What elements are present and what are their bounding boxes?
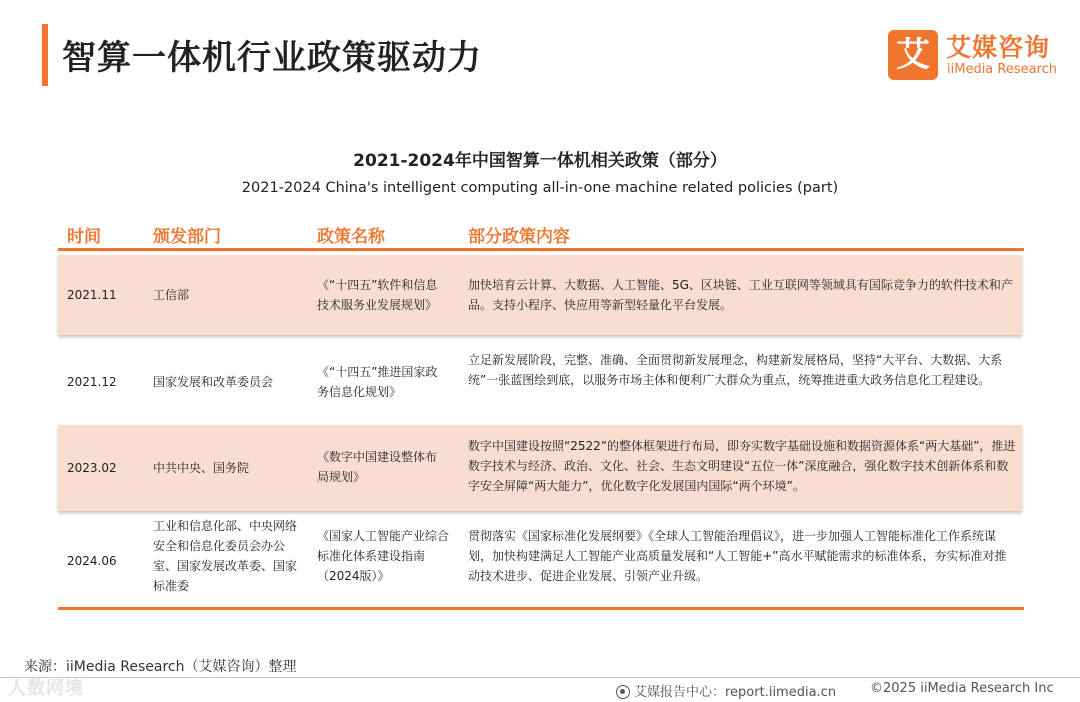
table-row: [58, 255, 1022, 335]
row-policy-content: 贯彻落实《国家标准化发展纲要》《全球人工智能治理倡议》，进一步加强人工智能标准化工作系统谋划，加快构建满足人工智能产业高质量发展和“人工智能+”高水平赋能需求的标准体系，夯实标准对推动技术进步、促进企业发展、引领产业升级。: [468, 529, 1007, 583]
row-policy-content: 立足新发展阶段，完整、准确、全面贯彻新发展理念，构建新发展格局，坚持“大平台、大数据、大系统”一张蓝图绘到底，以服务市场主体和便利广大群众为重点，统筹推进重大政务信息化工程建设。: [468, 353, 1003, 387]
row-dept: 工业和信息化部、中央网络安全和信息化委员会办公室、国家发展改革委、国家标准委: [153, 519, 298, 593]
table-bottom-divider: [58, 607, 1024, 610]
header-divider: [58, 248, 1024, 251]
table-header: [58, 222, 1022, 246]
row-time: 2024.06: [67, 554, 117, 568]
logo-name-en: iiMedia Research: [947, 62, 1058, 77]
row-dept: 中共中央、国务院: [153, 461, 250, 475]
row-time: 2023.02: [67, 461, 117, 475]
watermark: 人数网境: [8, 678, 84, 699]
footer-report-center[interactable]: [616, 681, 836, 700]
table-row: [58, 515, 1022, 605]
header-time: 时间: [67, 227, 101, 247]
row-dept: 工信部: [153, 288, 190, 302]
logo-mark: 艾: [888, 30, 938, 80]
table-row: [58, 425, 1022, 511]
source-note: 来源：iiMedia Research（艾媒咨询）整理: [24, 659, 297, 675]
footer-divider: [0, 677, 1080, 678]
row-time: 2021.12: [67, 375, 117, 389]
header-policy-name: 政策名称: [317, 227, 385, 247]
row-policy-content: 数字中国建设按照“2522”的整体框架进行布局，即夯实数字基础设施和数据资源体系“两大基础”，推进数字技术与经济、政治、文化、社会、生态文明建设“五位一体”深度融合，强化数字技术创新体系和数字安全屏障“两大能力”，优化数字化发展国内国际“两个环境”。: [468, 439, 1016, 493]
report-center-icon: [616, 685, 630, 699]
row-time: 2021.11: [67, 288, 117, 302]
header-policy-content: 部分政策内容: [468, 227, 570, 247]
title-accent-bar: [42, 24, 48, 86]
report-center-text: 艾媒报告中心：report.iimedia.cn: [634, 685, 837, 700]
iimedia-logo: [888, 28, 1068, 82]
row-dept: 国家发展和改革委员会: [153, 375, 274, 389]
header-dept: 颁发部门: [153, 227, 221, 247]
logo-name-cn: 艾媒咨询: [946, 33, 1051, 62]
row-policy-content: 加快培育云计算、大数据、人工智能、5G、区块链、工业互联网等领域具有国际竞争力的软件技术和产品。支持小程序、快应用等新型轻量化平台发展。: [468, 278, 1013, 312]
row-policy-name: 《数字中国建设整体布局规划》: [317, 450, 438, 484]
page-title: 智算一体机行业政策驱动力: [62, 38, 482, 78]
row-policy-name: 《“十四五”软件和信息技术服务业发展规划》: [317, 278, 438, 312]
copyright: ©2025 iiMedia Research Inc: [870, 681, 1054, 696]
table-row: [58, 342, 1022, 422]
row-policy-name: 《“十四五”推进国家政务信息化规划》: [317, 365, 438, 399]
row-policy-name: 《国家人工智能产业综合标准化体系建设指南（2024版）》: [317, 529, 450, 583]
table-title: 2021-2024年中国智算一体机相关政策（部分）: [353, 151, 727, 171]
table-subtitle: 2021-2024 China's intelligent computing all-in-one machine related policies (part): [241, 180, 839, 196]
